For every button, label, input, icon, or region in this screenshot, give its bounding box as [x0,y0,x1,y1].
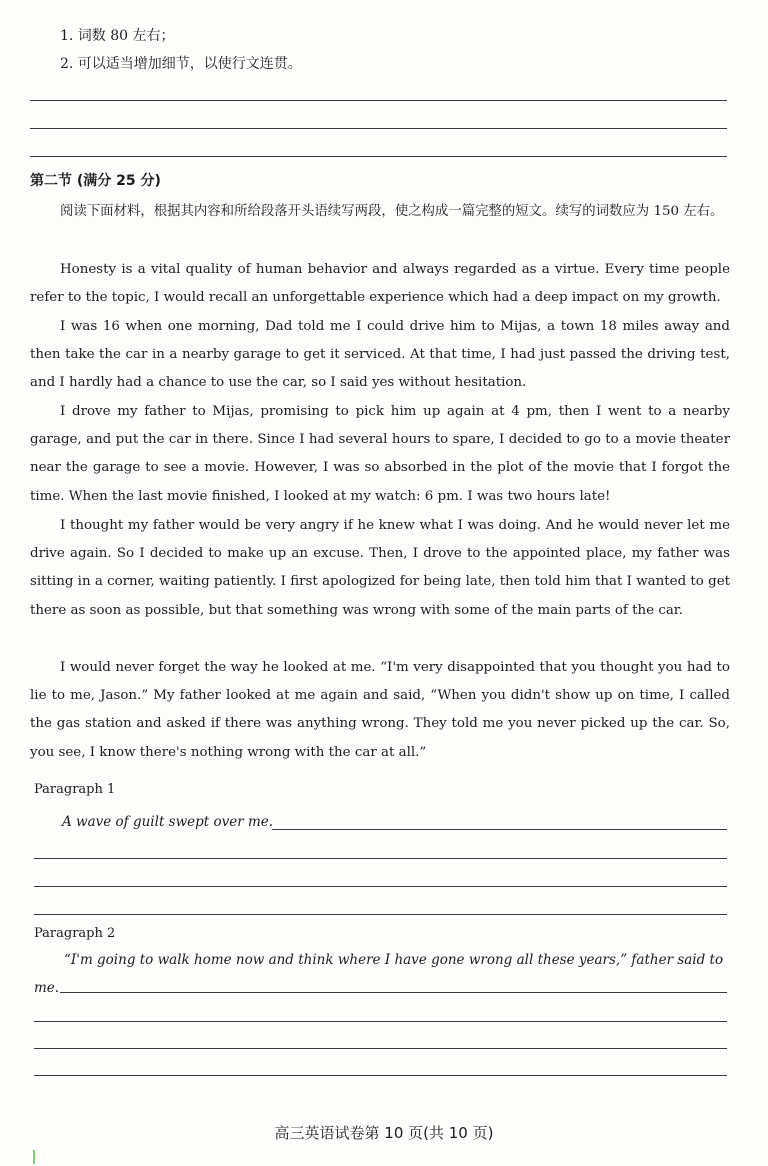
story-text: I thought my father would be very angry if he knew what I was doing. And he would never let me drive again. So I decided to make up an excuse. Then, I drove to the appointed place, my father was sitting in a corner, waiting patiently. I first apologized for being late, then told him that I wanted to get there as soon as possible, but that something was wrong with some of the main parts of the car. [30,518,730,618]
answer-line[interactable] [272,829,727,830]
paragraph-2-starter: “I'm going to walk home now and think where I have gone wrong all these years,” father said to me. [34,952,724,996]
answer-line[interactable] [34,858,727,859]
answer-line [30,100,727,101]
story-paragraph [30,313,730,398]
story-paragraph [30,398,730,511]
answer-line[interactable] [34,1075,727,1076]
paragraph-1-starter: A wave of guilt swept over me. [62,814,274,830]
requirement-1: 1. 词数 80 左右； [60,28,175,44]
story-paragraph [30,512,730,625]
answer-line[interactable] [60,992,727,993]
answer-line[interactable] [34,914,727,915]
section-instruction [30,198,730,226]
paragraph-2-label: Paragraph 2 [34,926,116,941]
story-paragraph [30,256,730,312]
page-footer: 高三英语试卷第 10 页(共 10 页) [274,1124,494,1142]
story-text: I drove my father to Mijas, promising to pick him up again at 4 pm, then I went to a nearby garage, and put the car in there. Since I had several hours to spare, I decided to go to a movie theater near the garage to see a movie. However, I was so absorbed in the plot of the movie that I forgot the time. When the last movie finished, I looked at my watch: 6 pm. I was two hours late! [30,404,730,504]
section-title: 第二节 (满分 25 分) [30,173,161,189]
instruction-text: 阅读下面材料，根据其内容和所给段落开头语续写两段，使之构成一篇完整的短文。续写的词数应为 150 左右。 [60,204,724,219]
story-paragraph [30,654,730,767]
story-text: Honesty is a vital quality of human behavior and always regarded as a virtue. Every time people refer to the topic, I would recall an unforgettable experience which had a deep impact on my growth. [30,262,730,306]
requirement-2: 2. 可以适当增加细节，以使行文连贯。 [60,56,302,72]
answer-line[interactable] [34,1021,727,1022]
story-text: I would never forget the way he looked at me. “I'm very disappointed that you thought you had to lie to me, Jason.” My father looked at me again and said, “When you didn't show up on time, I called the gas station and asked if there was anything wrong. They told me you never picked up the car. So, you see, I know there's nothing wrong with the car at all.” [30,660,730,760]
paragraph-1-label: Paragraph 1 [34,782,116,797]
answer-line [30,156,727,157]
answer-line[interactable] [34,1048,727,1049]
answer-line[interactable] [34,886,727,887]
answer-line [30,128,727,129]
story-text: I was 16 when one morning, Dad told me I could drive him to Mijas, a town 18 miles away and then take the car in a nearby garage to get it serviced. At that time, I had just passed the driving test, and I hardly had a chance to use the car, so I said yes without hesitation. [30,319,730,391]
margin-mark [33,1150,35,1164]
